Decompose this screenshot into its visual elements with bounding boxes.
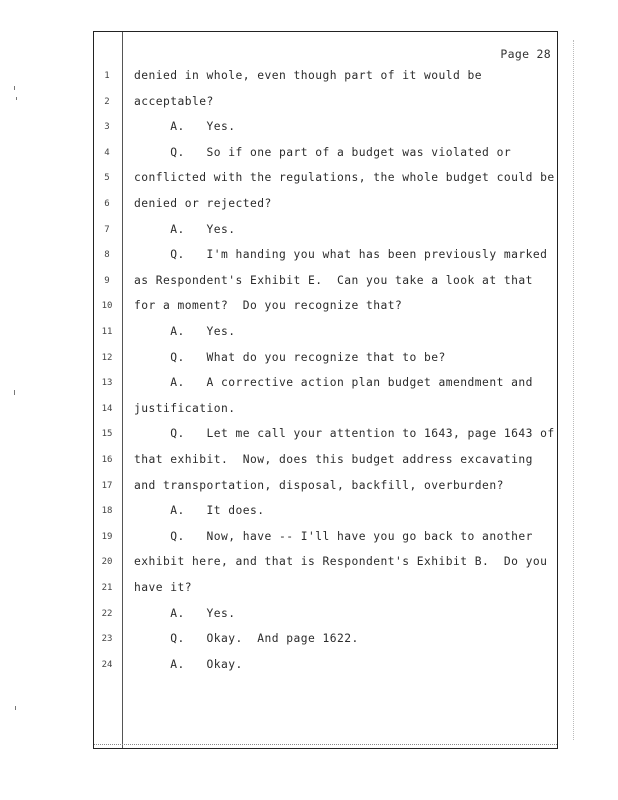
line-text: Q. So if one part of a budget was violated or	[134, 145, 512, 159]
transcript-line	[94, 581, 559, 597]
line-number: 15	[101, 429, 113, 440]
line-number: 12	[101, 352, 113, 363]
line-text: A. Yes.	[134, 606, 236, 620]
scan-artifact	[14, 390, 15, 395]
line-number: 5	[104, 173, 110, 184]
transcript-line	[94, 120, 559, 136]
line-number: 20	[101, 557, 113, 568]
line-text: conflicted with the regulations, the whole budget could be	[134, 171, 555, 185]
line-text: justification.	[134, 401, 236, 415]
line-text: Q. Now, have -- I'll have you go back to another	[134, 529, 533, 543]
line-number: 18	[101, 506, 113, 517]
line-text: A. Okay.	[134, 657, 243, 671]
line-text: and transportation, disposal, backfill, overburden?	[134, 478, 504, 492]
line-text: A. Yes.	[134, 120, 236, 134]
transcript-line	[94, 197, 559, 213]
line-number: 6	[104, 199, 110, 209]
transcript-line	[94, 248, 559, 264]
transcript-line	[94, 325, 559, 341]
transcript-page	[93, 31, 558, 749]
scan-edge-mark	[573, 40, 574, 740]
transcript-line	[94, 479, 559, 495]
transcript-line	[94, 607, 559, 623]
line-text: A. It does.	[134, 504, 265, 518]
line-number: 1	[104, 71, 110, 81]
scan-artifact	[16, 97, 17, 100]
transcript-line	[94, 69, 559, 85]
bottom-scan-line	[94, 744, 557, 746]
line-text: that exhibit. Now, does this budget address excavating	[134, 453, 533, 466]
line-text: A. A corrective action plan budget amendment and	[134, 376, 533, 390]
line-number: 21	[101, 583, 113, 593]
line-number: 19	[101, 531, 113, 542]
line-text: A. Yes.	[134, 222, 236, 236]
transcript-line	[94, 402, 559, 418]
line-text: Q. I'm handing you what has been previously marked	[134, 248, 548, 262]
transcript-line	[94, 530, 559, 546]
transcript-line	[94, 223, 559, 239]
transcript-line	[94, 274, 559, 290]
line-text: Q. What do you recognize that to be?	[134, 350, 446, 364]
line-text: A. Yes.	[134, 325, 236, 338]
line-text: exhibit here, and that is Respondent's Exhibit B. Do you	[134, 555, 548, 569]
transcript-line	[94, 504, 559, 520]
scan-artifact	[15, 706, 16, 710]
transcript-line	[94, 299, 559, 315]
line-number: 22	[101, 608, 113, 619]
line-number: 14	[101, 403, 113, 414]
line-text: denied or rejected?	[134, 197, 272, 210]
line-number: 24	[101, 659, 113, 670]
line-number: 4	[104, 147, 110, 158]
transcript-line	[94, 146, 559, 162]
line-text: denied in whole, even though part of it would be	[134, 69, 483, 82]
line-number: 2	[104, 96, 110, 107]
line-number: 9	[104, 275, 110, 286]
transcript-line	[94, 171, 559, 187]
line-text: have it?	[134, 581, 193, 594]
line-text: Q. Let me call your attention to 1643, page 1643 of	[134, 427, 555, 441]
line-number: 8	[104, 250, 110, 261]
line-text: Q. Okay. And page 1622.	[134, 632, 359, 646]
transcript-line	[94, 95, 559, 111]
line-number: 16	[101, 455, 113, 465]
transcript-line	[94, 658, 559, 674]
line-number: 10	[101, 301, 113, 312]
line-number: 17	[101, 480, 113, 491]
line-number: 23	[101, 634, 113, 645]
line-number: 3	[104, 122, 110, 133]
transcript-line	[94, 453, 559, 469]
transcript-line	[94, 632, 559, 648]
line-number: 7	[104, 224, 110, 235]
transcript-line	[94, 351, 559, 367]
transcript-line	[94, 555, 559, 571]
page-number: Page 28	[500, 47, 551, 61]
transcript-line	[94, 376, 559, 392]
line-text: as Respondent's Exhibit E. Can you take a look at that	[134, 273, 533, 287]
transcript-line	[94, 427, 559, 443]
scan-artifact	[14, 86, 15, 90]
line-number: 11	[101, 327, 113, 337]
line-number: 13	[101, 378, 113, 389]
line-text: acceptable?	[134, 94, 214, 108]
line-text: for a moment? Do you recognize that?	[134, 299, 403, 313]
